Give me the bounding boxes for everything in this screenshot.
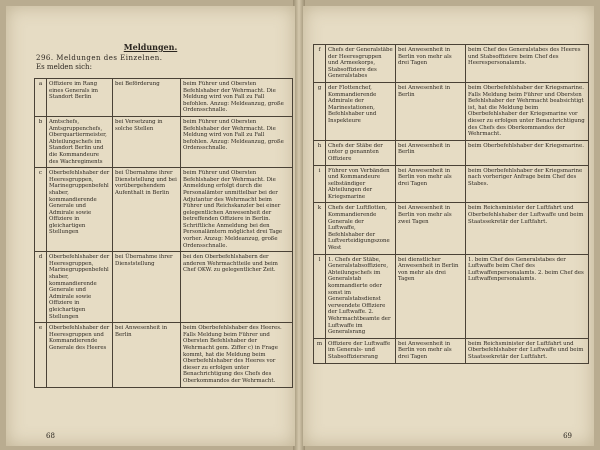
row-letter: e bbox=[35, 323, 47, 387]
row-procedure: beim Oberbefehlshaber der Kriegsmarine. bbox=[466, 140, 589, 165]
row-letter: m bbox=[314, 338, 326, 363]
table-row bbox=[314, 45, 589, 83]
row-person: Offiziere der Luftwaffe im Generals- und Stabsoffiziersrang bbox=[326, 338, 396, 363]
intro-text: Es melden sich: bbox=[36, 63, 92, 71]
row-letter: f bbox=[314, 45, 326, 83]
page-heading: Meldungen. bbox=[123, 42, 178, 52]
row-procedure: beim Führer und Obersten Befehlshaber der Wehrmacht. Die Meldung wird von Fall zu Fall befohlen. Anzug: Meldeanzug, große Ordensschnalle. bbox=[181, 116, 293, 167]
table-row bbox=[35, 79, 293, 117]
row-person: Führer von Verbänden und Kommandeure selbständiger Abteilungen der Kriegsmarine bbox=[326, 165, 396, 203]
row-person: 1. Chefs der Stäbe, Generalstabsoffiziere, Abteilungschefs im Generalstab kommandierte oder sonst im Generalstabsdienst verwendete Offiziere der Luftwaffe. 2. Wehrmachtbeamte der Luftwaffe im Generalsrang bbox=[326, 254, 396, 338]
row-letter: a bbox=[35, 79, 47, 117]
page-number: 68 bbox=[46, 432, 55, 440]
row-procedure: beim Oberbefehlshaber der Kriegsmarine. Falls Meldung beim Führer und Obersten Befehlshaber der Wehrmacht beabsichtigt ist, hat die Meldung beim Oberbefehlshaber der Kriegsmarine vor dieser zu erfolgen unter Benachrichtigung des Chefs des Oberkommandos der Wehrmacht. bbox=[466, 82, 589, 140]
row-procedure: beim Reichsminister der Luftfahrt und Oberbefehlshaber der Luftwaffe und beim Staatssekretär der Luftfahrt. bbox=[466, 203, 589, 254]
row-person: Chefs der Luftflotten, Kommandierende Generale der Luftwaffe, Befehlshaber der Luftverteidigungszone West bbox=[326, 203, 396, 254]
row-letter: l bbox=[314, 254, 326, 338]
row-person: Oberbefehlshaber der Heeresgruppen, Marinegruppenbefehlshaber, kommandierende Generale und Admirale sowie Offiziere in gleichartigen Stellungen bbox=[47, 168, 113, 252]
row-procedure: bei den Oberbefehlshabern der anderen Wehrmachtteile und beim Chef OKW. zu gelegentlicher Zeit. bbox=[181, 252, 293, 323]
table-row bbox=[35, 168, 293, 252]
row-person: Oberbefehlshaber der Heeresgruppen und Kommandierende Generale des Heeres bbox=[47, 323, 113, 387]
row-person: Oberbefehlshaber der Heeresgruppen, Marinegruppenbefehlshaber, kommandierende Generale und Admirale sowie Offiziere in gleichartigen Stellungen bbox=[47, 252, 113, 323]
row-occasion: bei dienstlicher Anwesenheit in Berlin von mehr als drei Tagen bbox=[396, 254, 466, 338]
table-row bbox=[314, 165, 589, 203]
table-row bbox=[314, 254, 589, 338]
table-row bbox=[314, 203, 589, 254]
row-occasion: bei Anwesenheit in Berlin von mehr als zwei Tagen bbox=[396, 203, 466, 254]
row-person: der Flottenchef, Kommandierende Admirale der Marinestationen, Befehlshaber und Inspekteure bbox=[326, 82, 396, 140]
row-procedure: beim Oberbefehlshaber des Heeres. Falls Meldung beim Führer und Obersten Befehlshaber der Wehrmacht gem. Ziffer c) in Frage kommt, hat die Meldung beim Oberbefehlshaber des Heeres vor dieser zu erfolgen unter Benachrichtigung des Chefs des Oberkommandos der Wehrmacht. bbox=[181, 323, 293, 387]
row-procedure: beim Reichsminister der Luftfahrt und Oberbefehlshaber der Luftwaffe und beim Staatssekretär der Luftfahrt. bbox=[466, 338, 589, 363]
row-procedure: 1. beim Chef des Generalstabes der Luftwaffe beim Chef des Luftwaffenpersonalamts. 2. beim Chef des Luftwaffenpersonalamts. bbox=[466, 254, 589, 338]
row-person: Chefs der Stäbe der unter g genannten Offiziere bbox=[326, 140, 396, 165]
right-page bbox=[303, 6, 594, 446]
row-person: Amtschefs, Amtsgruppenchefs, Oberquartiermeister, Abteilungschefs im Standort Berlin und die Kommandeure des Wachregiments bbox=[47, 116, 113, 167]
row-occasion: bei Anwesenheit in Berlin bbox=[396, 82, 466, 140]
table-row bbox=[35, 116, 293, 167]
row-occasion: bei Anwesenheit in Berlin bbox=[396, 140, 466, 165]
row-procedure: beim Chef des Generalstabes des Heeres und Stabsoffiziere beim Chef des Heerespersonalamts. bbox=[466, 45, 589, 83]
row-occasion: bei Übernahme ihrer Dienststellung und bei vorübergehendem Aufenthalt in Berlin bbox=[113, 168, 181, 252]
row-procedure: beim Führer und Obersten Befehlshaber der Wehrmacht. Die Meldung wird von Fall zu Fall befohlen. Anzug: Meldeanzug, große Ordensschnalle. bbox=[181, 79, 293, 117]
table-row bbox=[35, 252, 293, 323]
row-occasion: bei Versetzung in solche Stellen bbox=[113, 116, 181, 167]
table-row bbox=[314, 140, 589, 165]
row-letter: b bbox=[35, 116, 47, 167]
row-letter: i bbox=[314, 165, 326, 203]
row-person: Chefs der Generalstäbe der Heeresgruppen und Armeekorps, Stabsoffiziere des Generalstabes bbox=[326, 45, 396, 83]
row-person: Offiziere im Rang eines Generals im Standort Berlin bbox=[47, 79, 113, 117]
row-occasion: bei Anwesenheit in Berlin bbox=[113, 323, 181, 387]
row-letter: d bbox=[35, 252, 47, 323]
row-letter: g bbox=[314, 82, 326, 140]
reporting-table-left bbox=[34, 78, 293, 388]
row-occasion: bei Anwesenheit in Berlin von mehr als drei Tagen bbox=[396, 338, 466, 363]
row-procedure: beim Führer und Obersten Befehlshaber der Wehrmacht. Die Anmeldung erfolgt durch die Personalämter unmittelbar bei der Adjutantur des Wehrmacht beim Führer und Reichskanzler bei einer gelegentlichen Anwesenheit der betreffenden Offiziere in Berlin. Schriftliche Anmeldung bei den Personalämtern möglichst drei Tage vorher. Anzug: Meldeanzug, große Ordensschnalle. bbox=[181, 168, 293, 252]
row-letter: h bbox=[314, 140, 326, 165]
row-occasion: bei Anwesenheit in Berlin von mehr als drei Tagen bbox=[396, 45, 466, 83]
row-occasion: bei Übernahme ihrer Dienststellung bbox=[113, 252, 181, 323]
row-occasion: bei Beförderung bbox=[113, 79, 181, 117]
table-row bbox=[35, 323, 293, 387]
table-row bbox=[314, 82, 589, 140]
table-row bbox=[314, 338, 589, 363]
row-letter: k bbox=[314, 203, 326, 254]
reporting-table-right bbox=[313, 44, 589, 364]
section-title: 296. Meldungen des Einzelnen. bbox=[36, 54, 163, 62]
row-occasion: bei Anwesenheit in Berlin von mehr als drei Tagen bbox=[396, 165, 466, 203]
row-letter: c bbox=[35, 168, 47, 252]
page-number: 69 bbox=[563, 432, 572, 440]
left-page bbox=[6, 6, 295, 446]
row-procedure: beim Oberbefehlshaber der Kriegsmarine nach vorheriger Anfrage beim Chef des Stabes. bbox=[466, 165, 589, 203]
